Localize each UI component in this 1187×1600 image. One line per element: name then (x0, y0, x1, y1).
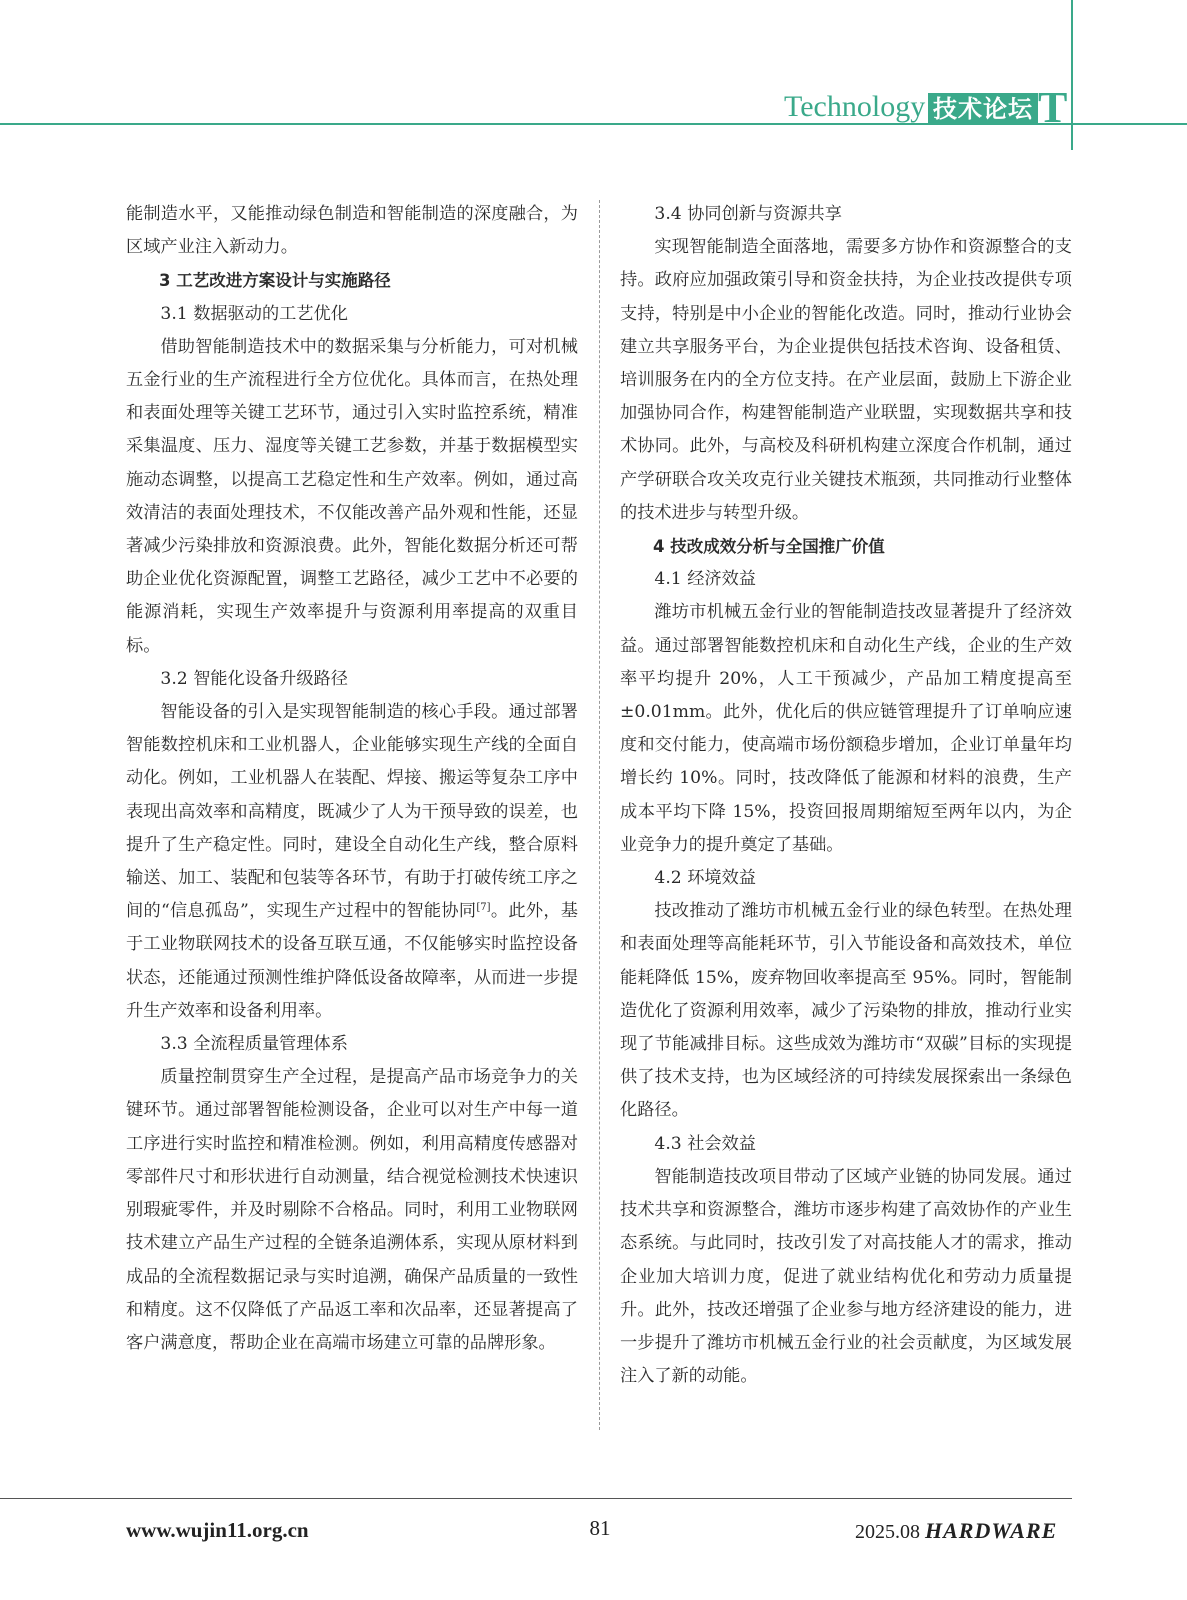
right-column (620, 198, 1072, 1393)
left-column (126, 198, 578, 1360)
heading-3-3: 3.3 全流程质量管理体系 (160, 1034, 348, 1055)
paragraph-3-2 (126, 696, 578, 1028)
magazine-name: HARDWARE (925, 1518, 1058, 1543)
heading-4-1: 4.1 经济效益 (654, 569, 756, 590)
paragraph-3-2-part-b: 。此外，基于工业物联网技术的设备互联互通，不仅能够实时监控设备状态，还能通过预测性维护降低设备故障率，从而进一步提升生产效率和设备利用率。 (126, 901, 578, 1021)
footer-website: www.wujin11.org.cn (126, 1518, 309, 1542)
footer-rule (0, 1498, 1072, 1499)
paragraph-3-3: 质量控制贯穿生产全过程，是提高产品市场竞争力的关键环节。通过部署智能检测设备，企业可以对生产中每一道工序进行实时监控和精准检测。例如，利用高精度传感器对零部件尺寸和形状进行自动测量，结合视觉检测技术快速识别瑕疵零件，并及时剔除不合格品。同时，利用工业物联网技术建立产品生产过程的全链条追溯体系，实现从原材料到成品的全流程数据记录与实时追溯，确保产品质量的一致性和精度。这不仅降低了产品返工率和次品率，还显著提高了客户满意度，帮助企业在高端市场建立可靠的品牌形象。 (126, 1067, 578, 1353)
heading-4-3: 4.3 社会效益 (654, 1133, 756, 1154)
page-number: 81 (589, 1516, 611, 1540)
paragraph-4-3: 智能制造技改项目带动了区域产业链的协同发展。通过技术共享和资源整合，潍坊市逐步构建了高效协作的产业生态系统。与此同时，技改引发了对高技能人才的需求，推动企业加大培训力度，促进了就业结构优化和劳动力质量提升。此外，技改还增强了企业参与地方经济建设的能力，进一步提升了潍坊市机械五金行业的社会贡献度，为区域发展注入了新的动能。 (620, 1166, 1072, 1387)
footer-issue (855, 1518, 1057, 1544)
heading-3-2: 3.2 智能化设备升级路径 (160, 668, 348, 689)
heading-4-2: 4.2 环境效益 (654, 868, 756, 889)
reference-7: [7] (476, 902, 491, 914)
paragraph-3-2-part-a: 智能设备的引入是实现智能制造的核心手段。通过部署智能数控机床和工业机器人，企业能够实现生产线的全面自动化。例如，工业机器人在装配、焊接、搬运等复杂工序中表现出高效率和高精度，既减少了人为干预导致的误差，也提升了生产稳定性。同时，建设全自动化生产线，整合原料输送、加工、装配和包装等各环节，有助于打破传统工序之间的“信息孤岛”，实现生产过程中的智能协同 (126, 702, 578, 922)
section-title-cn: 技术论坛 (928, 93, 1038, 125)
paragraph-4-2: 技改推动了潍坊市机械五金行业的绿色转型。在热处理和表面处理等高能耗环节，引入节能设备和高效技术，单位能耗降低 15%，废弃物回收率提高至 95%。同时，智能制造优化了资源利用效率，减少了污染物的排放，推动行业实现了节能减排目标。这些成效为潍坊市“双碳”目标的实现提供了技术支持，也为区域经济的可持续发展探索出一条绿色化路径。 (620, 901, 1072, 1121)
section-title-en: Technology (784, 90, 926, 123)
paragraph-4-1: 潍坊市机械五金行业的智能制造技改显著提升了经济效益。通过部署智能数控机床和自动化生产线，企业的生产效率平均提升 20%，人工干预减少，产品加工精度提高至 ±0.01mm。此外，优化后的供应链管理提升了订单响应速度和交付能力，使高端市场份额稳步增加，企业订单量年均增长约 10%。同时，技改降低了能源和材料的浪费，生产成本平均下降 15%，投资回报周期缩短至两年以内，为企业竞争力的提升奠定了基础。 (620, 602, 1072, 855)
heading-3-4: 3.4 协同创新与资源共享 (654, 204, 842, 224)
issue-date: 2025.08 (855, 1521, 920, 1543)
heading-3-1: 3.1 数据驱动的工艺优化 (160, 303, 348, 324)
header-vertical-rule (1071, 0, 1073, 150)
heading-section-4: 4 技改成效分析与全国推广价值 (653, 537, 885, 557)
heading-section-3: 3 工艺改进方案设计与实施路径 (159, 271, 391, 291)
paragraph-intro-continuation: 能制造水平，又能推动绿色制造和智能制造的深度融合，为区域产业注入新动力。 (126, 204, 578, 258)
section-letter-logo: T (1038, 83, 1068, 132)
column-divider (599, 200, 600, 1430)
paragraph-3-1: 借助智能制造技术中的数据采集与分析能力，可对机械五金行业的生产流程进行全方位优化。具体而言，在热处理和表面处理等关键工艺环节，通过引入实时监控系统，精准采集温度、压力、湿度等关键工艺参数，并基于数据模型实施动态调整，以提高工艺稳定性和生产效率。例如，通过高效清洁的表面处理技术，不仅能改善产品外观和性能，还显著减少污染排放和资源浪费。此外，智能化数据分析还可帮助企业优化资源配置，调整工艺路径，减少工艺中不必要的能源消耗，实现生产效率提升与资源利用率提高的双重目标。 (126, 336, 578, 656)
paragraph-3-4: 实现智能制造全面落地，需要多方协作和资源整合的支持。政府应加强政策引导和资金扶持，为企业技改提供专项支持，特别是中小企业的智能化改造。同时，推动行业协会建立共享服务平台，为企业提供包括技术咨询、设备租赁、培训服务在内的全方位支持。在产业层面，鼓励上下游企业加强协同合作，构建智能制造产业联盟，实现数据共享和技术协同。此外，与高校及科研机构建立深度合作机制，通过产学研联合攻关攻克行业关键技术瓶颈，共同推动行业整体的技术进步与转型升级。 (620, 237, 1072, 523)
